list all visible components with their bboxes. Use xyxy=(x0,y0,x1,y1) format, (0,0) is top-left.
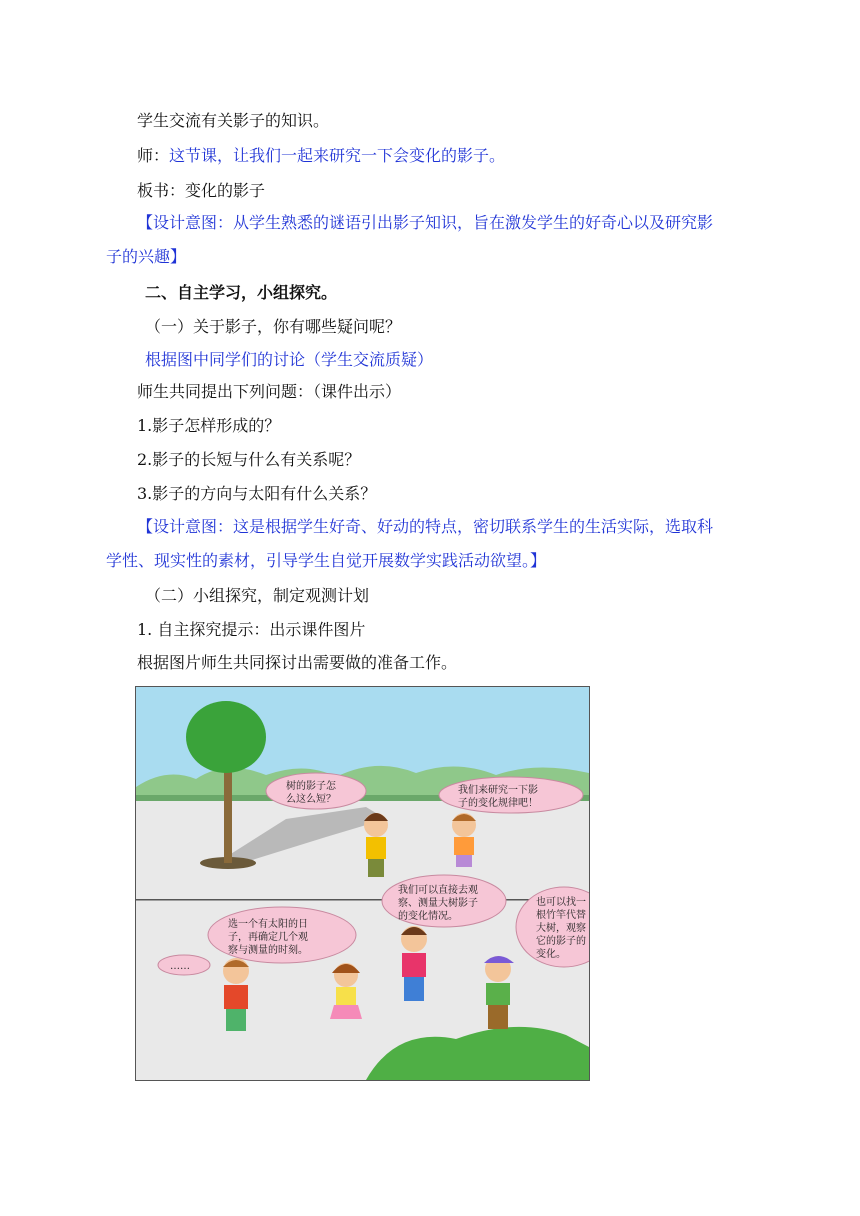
design-intent-1a: 【设计意图：从学生熟悉的谜语引出影子知识，旨在激发学生的好奇心以及研究影 xyxy=(137,213,714,232)
design-intent-2a: 【设计意图：这是根据学生好奇、好动的特点，密切联系学生的生活实际，选取科 xyxy=(137,517,714,536)
child-boy-4 xyxy=(401,926,427,1001)
bubble-1-line-2: 么这么短？ xyxy=(286,794,336,805)
section-heading-2: 二、自主学习，小组探究。 xyxy=(145,283,338,302)
bubble-5-line-4: 它的影子的 xyxy=(536,936,586,947)
subsection-1: （一）关于影子，你有哪些疑问呢？ xyxy=(145,317,402,336)
bubble-5-line-3: 大树，观察 xyxy=(536,923,586,934)
question-1: 1.影子怎样形成的？ xyxy=(137,416,281,435)
paragraph-2: 师：这节课，让我们一起来研究一下会变化的影子。 xyxy=(137,146,506,165)
bubble-4-line-3: 察与测量的时刻。 xyxy=(228,945,308,956)
bubble-3-line-2: 察、测量大树影子 xyxy=(398,898,478,909)
subsection-2: （二）小组探究，制定观测计划 xyxy=(145,586,370,605)
bubble-4-line-1: 选一个有太阳的日 xyxy=(228,919,308,930)
illustration xyxy=(135,686,590,1081)
question-3: 3.影子的方向与太阳有什么关系？ xyxy=(137,484,377,503)
paragraph-3: 板书：变化的影子 xyxy=(137,181,266,200)
speech-bubble-3 xyxy=(382,875,506,927)
design-intent-1b: 子的兴趣】 xyxy=(106,247,187,266)
hint-line: 1. 自主探究提示：出示课件图片 xyxy=(137,620,366,639)
paragraph-discussion: 根据图中同学们的讨论（学生交流质疑） xyxy=(145,350,434,369)
panel-divider xyxy=(136,899,589,901)
speech-bubble-1 xyxy=(266,773,366,809)
bubble-5-line-1: 也可以找一 xyxy=(536,897,586,908)
bubble-5-line-5: 变化。 xyxy=(536,949,566,960)
bubble-1-line-1: 树的影子怎 xyxy=(286,781,336,792)
bubble-5-line-2: 根竹竿代替 xyxy=(536,910,586,921)
bubble-2-line-1: 我们来研究一下影 xyxy=(458,785,538,796)
bubble-2-line-2: 子的变化规律吧！ xyxy=(458,798,538,809)
paragraph-questions-intro: 师生共同提出下列问题：（课件出示） xyxy=(137,382,402,401)
child-boy-3 xyxy=(223,958,249,1031)
bubble-3-line-3: 的变化情况。 xyxy=(398,911,458,922)
paragraph-1: 学生交流有关影子的知识。 xyxy=(137,111,330,130)
speech-bubble-6 xyxy=(158,955,210,975)
tree-crown xyxy=(186,701,266,773)
design-intent-2b: 学性、现实性的素材，引导学生自觉开展数学实践活动欲望。】 xyxy=(106,551,547,570)
speech-bubble-2 xyxy=(439,777,583,813)
bubble-6-line-1: …… xyxy=(170,961,190,972)
bubble-4-line-2: 子，再确定几个观 xyxy=(228,932,308,943)
bubble-3-line-1: 我们可以直接去观 xyxy=(398,885,478,896)
preparation-line: 根据图片师生共同探讨出需要做的准备工作。 xyxy=(137,653,458,672)
question-2: 2.影子的长短与什么有关系呢？ xyxy=(137,450,361,469)
speech-bubble-4 xyxy=(208,907,356,963)
